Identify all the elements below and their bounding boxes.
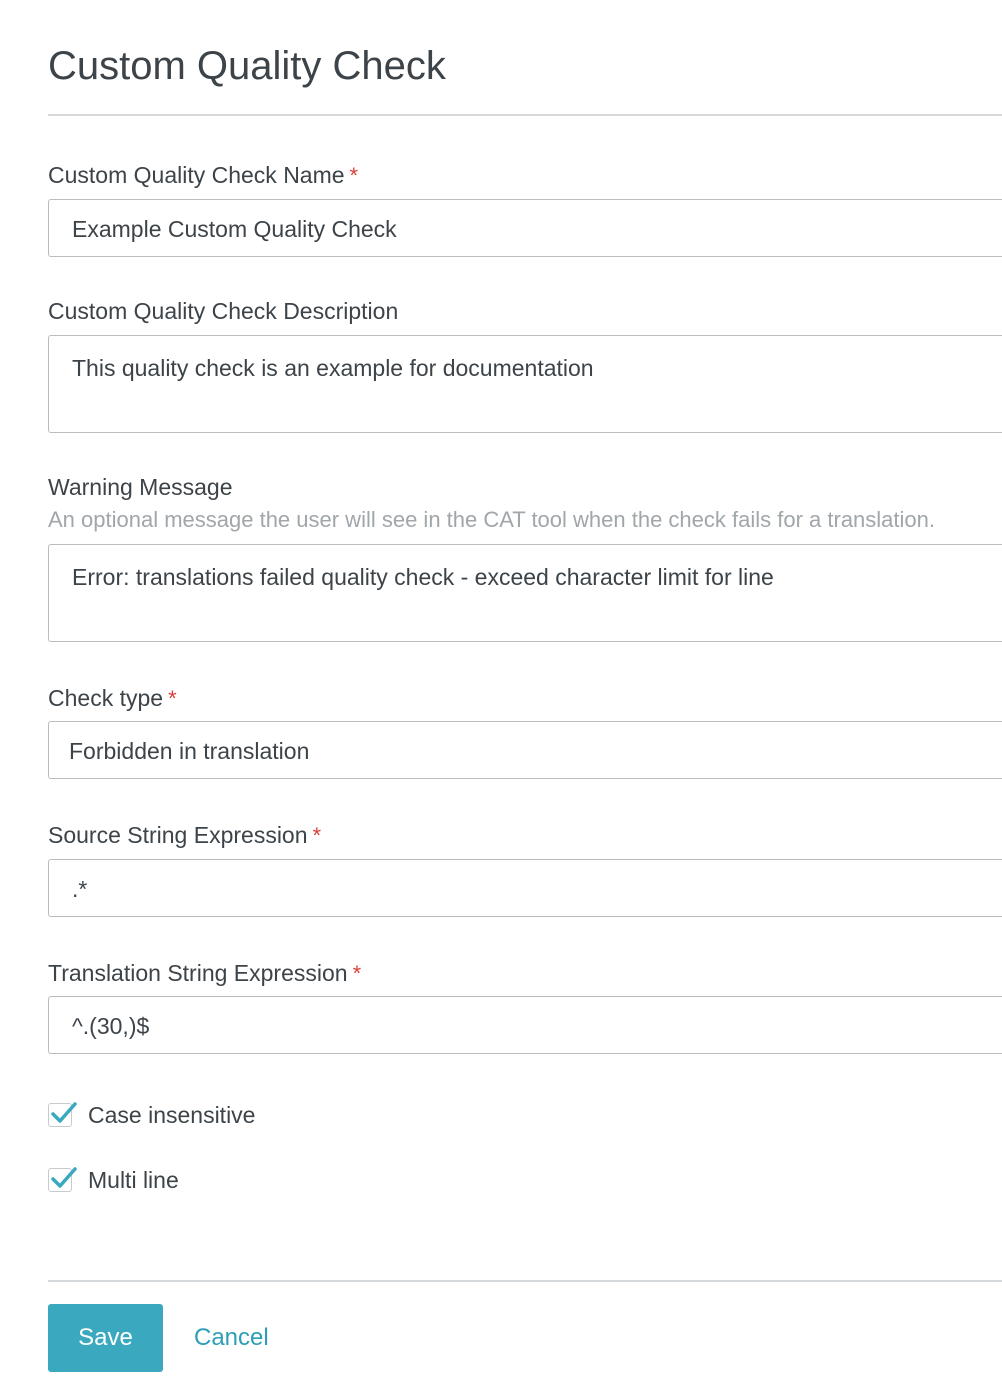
footer-divider [48, 1280, 1002, 1282]
source-expression-input[interactable]: .* [48, 859, 1002, 917]
check-type-label-text: Check type [48, 685, 164, 711]
warning-message-help: An optional message the user will see in the CAT tool when the check fails for a translation. [48, 507, 935, 532]
checkmark-icon [48, 1163, 78, 1193]
multi-line-option[interactable] [48, 1165, 179, 1195]
required-marker: * [352, 961, 362, 986]
page-title: Custom Quality Check [48, 44, 446, 88]
description-label: Custom Quality Check Description [48, 298, 399, 324]
description-textarea[interactable]: This quality check is an example for documentation [48, 335, 1002, 433]
cancel-link[interactable]: Cancel [194, 1324, 269, 1351]
name-label [48, 161, 358, 190]
check-type-label [48, 684, 177, 713]
case-insensitive-checkbox[interactable] [48, 1103, 72, 1127]
multi-line-checkbox[interactable] [48, 1168, 72, 1192]
source-expression-label [48, 821, 321, 850]
warning-message-label: Warning Message [48, 474, 233, 500]
translation-expression-label [48, 959, 361, 988]
source-expression-label-text: Source String Expression [48, 822, 308, 848]
translation-expression-input[interactable]: ^.(30,)$ [48, 996, 1002, 1054]
checkmark-icon [48, 1098, 78, 1128]
name-label-text: Custom Quality Check Name [48, 162, 345, 188]
case-insensitive-option[interactable] [48, 1100, 255, 1130]
name-input[interactable]: Example Custom Quality Check [48, 199, 1002, 257]
save-button[interactable]: Save [48, 1304, 163, 1372]
case-insensitive-label: Case insensitive [88, 1101, 256, 1128]
check-type-select[interactable]: Forbidden in translation [48, 721, 1002, 779]
multi-line-label: Multi line [88, 1166, 179, 1193]
required-marker: * [168, 686, 177, 711]
required-marker: * [312, 823, 322, 848]
translation-expression-label-text: Translation String Expression [48, 960, 348, 986]
header-divider [48, 114, 1002, 116]
required-marker: * [349, 163, 359, 188]
warning-message-textarea[interactable]: Error: translations failed quality check - exceed character limit for line [48, 544, 1002, 642]
